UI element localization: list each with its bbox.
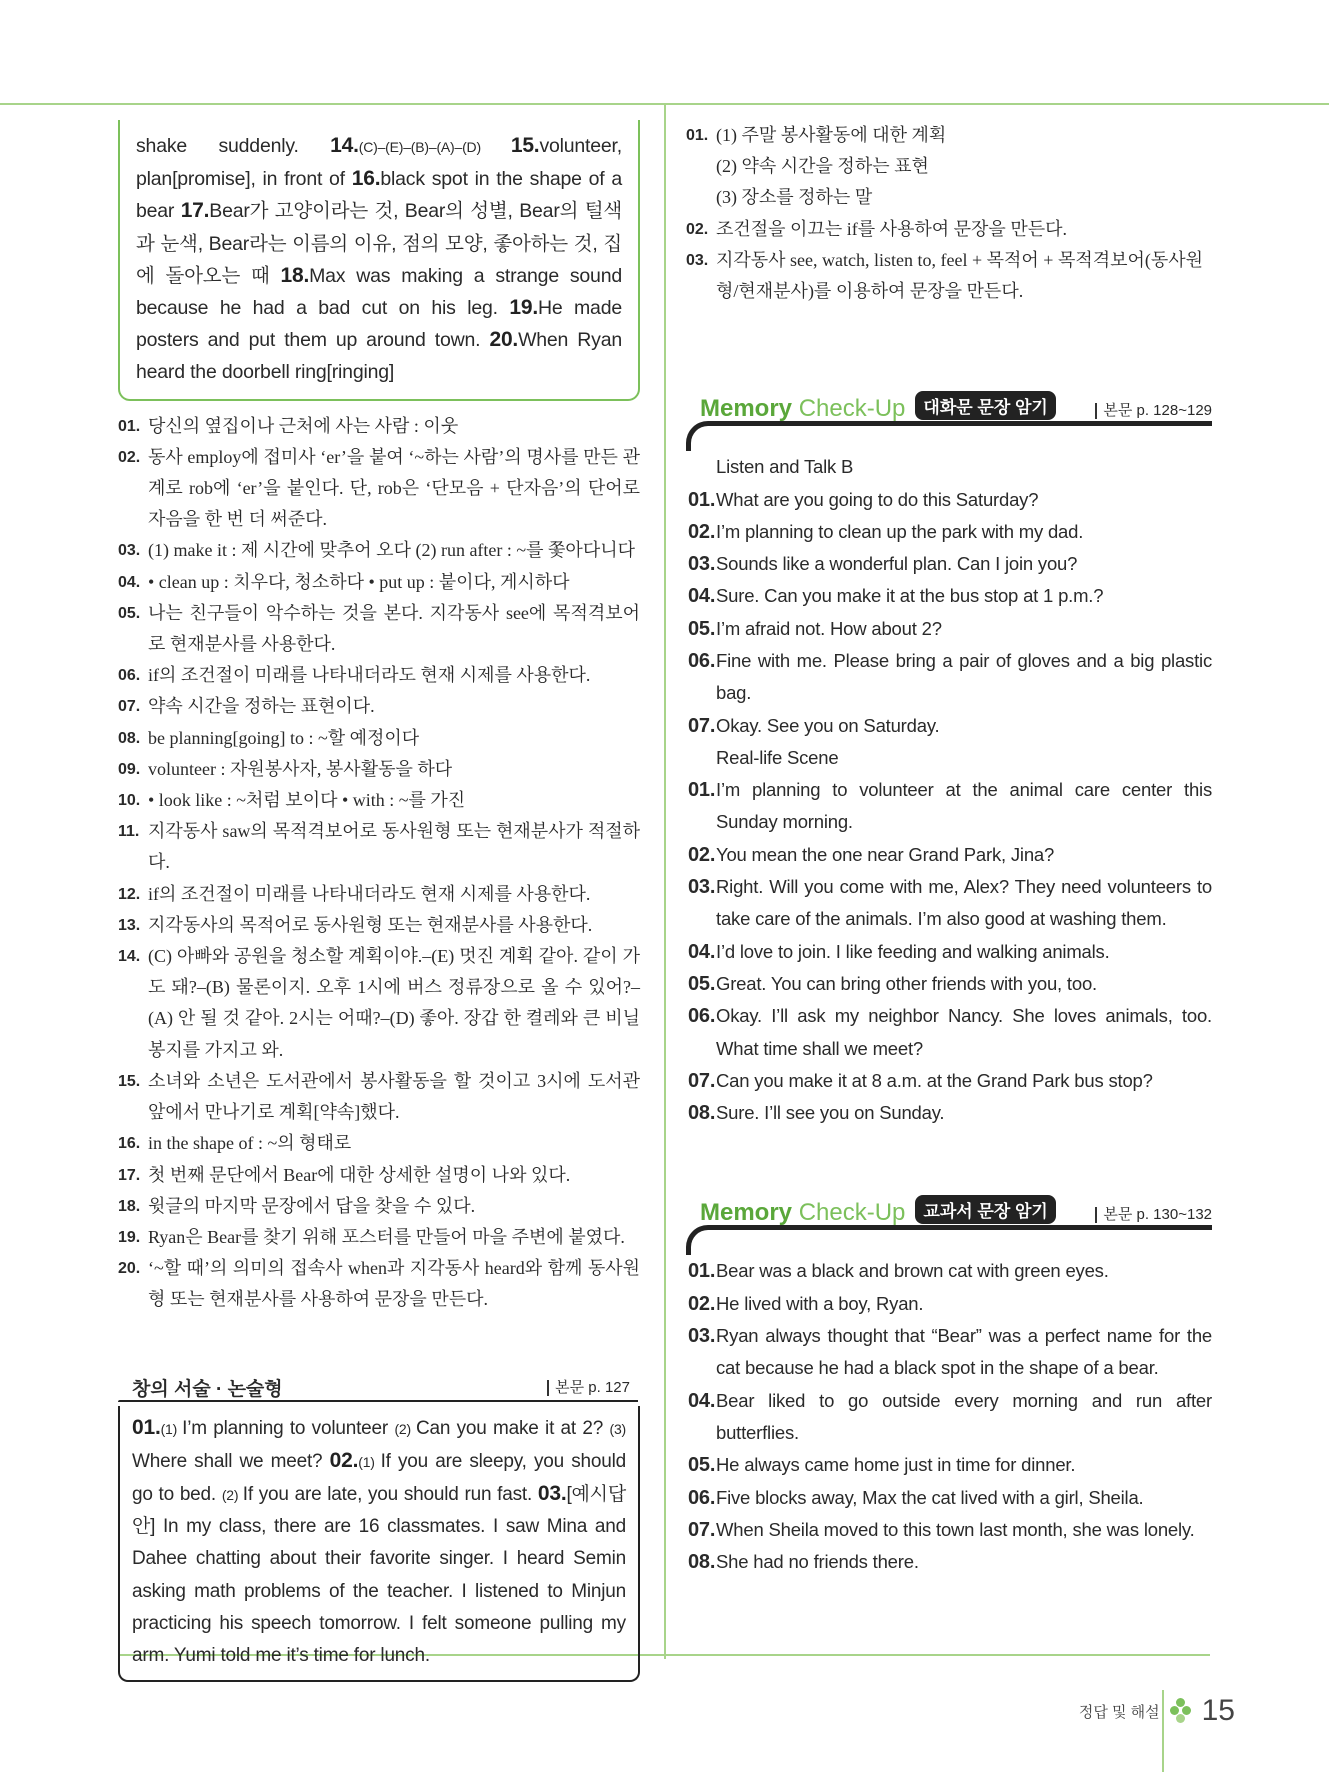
answer-box	[118, 120, 640, 401]
textbook-line-number: 03.	[688, 1325, 716, 1348]
textbook-line-number: 06.	[688, 1486, 716, 1509]
explanation-item-number: 04.	[118, 573, 141, 591]
right-explanation-item	[686, 245, 1212, 307]
explanation-item-number: 17.	[118, 1166, 141, 1184]
explanation-item-text: 당신의 옆집이나 근처에 사는 사람 : 이웃	[148, 415, 459, 436]
explanation-item-text: 소녀와 소년은 도서관에서 봉사활동을 할 것이고 3시에 도서관 앞에서 만나기로 계획[약속]했다.	[148, 1070, 640, 1123]
textbook-line-text: Five blocks away, Max the cat lived with a girl, Sheila.	[716, 1486, 1144, 1508]
dialogue-line	[686, 936, 1212, 968]
explanation-item	[118, 691, 640, 722]
explanation-item	[118, 567, 640, 598]
memory-check-header-2	[686, 1195, 1212, 1255]
textbook-line	[686, 1255, 1212, 1287]
explanation-item	[118, 1128, 640, 1159]
dialogue-line	[686, 774, 1212, 839]
memory-badge-2: 교과서 문장 암기	[915, 1195, 1055, 1224]
explanation-item-number: 09.	[118, 760, 141, 778]
footer-label: 정답 및 해설	[1078, 1703, 1160, 1721]
explanation-item-text: in the shape of : ~의 형태로	[148, 1133, 352, 1154]
dialogue-line-text: Can you make it at 8 a.m. at the Grand Park bus stop?	[716, 1069, 1153, 1091]
textbook-line-number: 01.	[688, 1260, 716, 1283]
explanation-item-text: 약속 시간을 정하는 표현이다.	[148, 696, 375, 717]
textbook-line-text: Ryan always thought that “Bear” was a perfect name for the cat because he had a black spot in the shape of a bear.	[716, 1325, 1212, 1379]
dialogue-line-text: Fine with me. Please bring a pair of gloves and a big plastic bag.	[716, 650, 1212, 704]
right-explanation-subitem: (2) 약속 시간을 정하는 표현	[716, 156, 929, 177]
explanation-item-number: 13.	[118, 916, 141, 934]
memory-ref-2: 본문 p. 130~132	[1095, 1207, 1212, 1223]
column-divider	[664, 103, 666, 1659]
dialogue-line-text: What are you going to do this Saturday?	[716, 488, 1039, 510]
dialogue-line-text: I’d love to join. I like feeding and walking animals.	[716, 940, 1110, 962]
right-explanation-item-text: (1) 주말 봉사활동에 대한 계획	[716, 125, 947, 145]
dialogue-line-number: 05.	[688, 617, 716, 640]
explanation-item-number: 07.	[118, 698, 141, 716]
dialogue-line-number: 08.	[688, 1102, 716, 1125]
explanation-item	[118, 1222, 640, 1253]
explanation-item-text: (1) make it : 제 시간에 맞추어 오다 (2) run after : ~를 쫓아다니다	[148, 540, 635, 561]
textbook-line-number: 08.	[688, 1551, 716, 1574]
explanation-item	[118, 660, 640, 691]
textbook-line	[686, 1385, 1212, 1450]
creative-answer-box: 01.(1) I’m planning to volunteer (2) Can you make it at 2? (3) Where shall we meet? 02.(1) If you are sleepy, you should go to bed. (2) If you are late, you should run fast. 03.[예시답안] In my class, there are 16 classmates. I saw Mina and Dahee chatting about their favorite singer. I heard Semin asking math problems of the teacher. I listened to Minjun practicing his speech tomorrow. I felt someone pulling my arm. Yumi told me it’s time for lunch.	[118, 1406, 640, 1683]
explanation-item-text: (C) 아빠와 공원을 청소할 계획이야.–(E) 멋진 계획 같아. 같이 가도 돼?–(B) 물론이지. 오후 1시에 버스 정류장으로 올 수 있어?–(A) 안 될 것 같아. 2시는 어때?–(D) 좋아. 장갑 한 켤레와 큰 비닐봉지를 가지고 와.	[148, 946, 640, 1060]
textbook-line	[686, 1320, 1212, 1385]
explanation-item-number: 15.	[118, 1072, 141, 1090]
clover-icon	[1170, 1698, 1192, 1724]
explanation-item-text: Ryan은 Bear를 찾기 위해 포스터를 만들어 마을 주변에 붙였다.	[148, 1226, 625, 1247]
dialogue-line	[686, 1065, 1212, 1097]
dialogue-line-number: 02.	[688, 520, 716, 543]
dialogue-line-text: Sure. I’ll see you on Sunday.	[716, 1102, 945, 1124]
memory-check-title-1: Memory Check-Up 대화문 문장 암기	[700, 391, 1056, 423]
right-explanation-item-number: 03.	[686, 251, 709, 269]
explanation-item-number: 05.	[118, 604, 141, 622]
textbook-line-text: When Sheila moved to this town last month, she was lonely.	[716, 1518, 1195, 1540]
explanation-item	[118, 723, 640, 754]
dialogue-line-number: 02.	[688, 843, 716, 866]
textbook-line-number: 02.	[688, 1292, 716, 1315]
explanation-item-text: ‘~할 때’의 의미의 접속사 when과 지각동사 heard와 함께 동사원형 또는 현재분사를 사용하여 문장을 만든다.	[148, 1258, 640, 1310]
memory-badge-1: 대화문 문장 암기	[915, 391, 1055, 420]
explanation-item	[118, 535, 640, 566]
explanation-item-text: 동사 employ에 접미사 ‘er’을 붙여 ‘~하는 사람’의 명사를 만든 관계로 rob에 ‘er’을 붙인다. 단, rob은 ‘단모음 + 단자음’의 단어로 자음을 한 번 더 써준다.	[148, 446, 640, 530]
dialogue-line-text: Sure. Can you make it at the bus stop at 1 p.m.?	[716, 585, 1104, 607]
explanation-item-text: if의 조건절이 미래를 나타내더라도 현재 시제를 사용한다.	[148, 883, 591, 904]
dialogue-line	[686, 580, 1212, 612]
page-footer	[1079, 1694, 1235, 1728]
dialogue-line	[686, 645, 1212, 710]
explanation-item-number: 08.	[118, 729, 141, 747]
right-explanation-item-number: 01.	[686, 127, 709, 144]
dialogue-line	[686, 484, 1212, 516]
dialogue-line-text: Sounds like a wonderful plan. Can I join you?	[716, 553, 1078, 575]
right-explanation-item-number: 02.	[686, 220, 709, 238]
dialogue-line	[686, 1097, 1212, 1129]
dialogue-line-number: 04.	[688, 585, 716, 608]
explanation-item	[118, 1066, 640, 1128]
textbook-line-text: Bear liked to go outside every morning and run after butterflies.	[716, 1389, 1212, 1443]
explanation-item	[118, 879, 640, 910]
explanation-item	[118, 910, 640, 941]
creative-section-ref: 본문 p. 127	[547, 1380, 630, 1396]
explanation-item-number: 02.	[118, 448, 141, 466]
textbook-line-text: Bear was a black and brown cat with green eyes.	[716, 1260, 1109, 1282]
dialogue-line-text: You mean the one near Grand Park, Jina?	[716, 843, 1055, 865]
memory-ref-1: 본문 p. 128~129	[1095, 403, 1212, 419]
right-explanation-item	[686, 214, 1212, 245]
right-explanation-item-text: 조건절을 이끄는 if를 사용하여 문장을 만든다.	[716, 218, 1067, 239]
dialogue-line	[686, 871, 1212, 936]
dialogue-line	[686, 710, 1212, 742]
dialogue-line	[686, 613, 1212, 645]
textbook-line-text: He lived with a boy, Ryan.	[716, 1292, 924, 1314]
right-explanation-list	[686, 120, 1212, 307]
explanation-item-number: 20.	[118, 1260, 141, 1278]
explanation-item	[118, 941, 640, 1066]
real-life-heading-list	[686, 742, 1212, 774]
listen-talk-items	[686, 484, 1212, 742]
explanation-item	[118, 442, 640, 536]
explanation-item-text: 지각동사의 목적어로 동사원형 또는 현재분사를 사용한다.	[148, 914, 593, 935]
textbook-line-text: She had no friends there.	[716, 1551, 919, 1573]
explanation-item	[118, 816, 640, 878]
right-column	[686, 120, 1212, 1578]
dialogue-line	[686, 516, 1212, 548]
explanation-item-text: • look like : ~처럼 보이다 • with : ~를 가진	[148, 790, 466, 811]
answer-box-text: shake suddenly. 14.(C)–(E)–(B)–(A)–(D) 15.volunteer, plan[promise], in front of 16.black spot in the shape of a bear 17.Bear가 고양이라는 것, Bear의 성별, Bear의 털색과 눈색, Bear라는 이름의 이유, 점의 모양, 좋아하는 것, 집에 돌아오는 때 18.Max was making a strange sound because he had a bad cut on his leg. 19.He made posters and put them up around town. 20.When Ryan heard the doorbell ring[ringing]	[136, 134, 622, 384]
explanation-item-number: 18.	[118, 1197, 141, 1215]
dialogue-line-text: I’m planning to volunteer at the animal care center this Sunday morning.	[716, 779, 1212, 833]
memory-curve-1	[686, 421, 1212, 451]
dialogue-line-text: Okay. See you on Saturday.	[716, 714, 940, 736]
right-explanation-item	[686, 120, 1212, 214]
dialogue-line-number: 07.	[688, 714, 716, 737]
textbook-sentence-items	[686, 1255, 1212, 1578]
explanation-item-number: 10.	[118, 792, 141, 810]
explanation-item-text: volunteer : 자원봉사자, 봉사활동을 하다	[148, 758, 453, 779]
creative-section-title: 창의 서술 · 논술형	[132, 1378, 283, 1400]
dialogue-line-text: Okay. I’ll ask my neighbor Nancy. She loves animals, too. What time shall we meet?	[716, 1005, 1212, 1059]
textbook-line	[686, 1449, 1212, 1481]
explanation-item-text: 나는 친구들이 악수하는 것을 본다. 지각동사 see에 목적격보어로 현재분사를 사용한다.	[148, 602, 640, 655]
explanation-item	[118, 1160, 640, 1191]
explanation-item-number: 19.	[118, 1228, 141, 1246]
explanation-item-text: 윗글의 마지막 문장에서 답을 찾을 수 있다.	[148, 1195, 476, 1216]
memory-check-title-2: Memory Check-Up 교과서 문장 암기	[700, 1195, 1056, 1227]
dialogue-line-text: I’m afraid not. How about 2?	[716, 617, 942, 639]
dialogue-line	[686, 1000, 1212, 1065]
explanation-item	[118, 785, 640, 816]
page-number: 15	[1201, 1694, 1235, 1727]
explanation-item	[118, 598, 640, 660]
dialogue-line-number: 01.	[688, 488, 716, 511]
explanation-item-number: 06.	[118, 667, 141, 685]
listen-talk-list	[686, 451, 1212, 483]
right-explanation-item-text: 지각동사 see, watch, listen to, feel + 목적어 + 목적격보어(동사원형/현재분사)를 이용하여 문장을 만든다.	[716, 249, 1204, 302]
creative-section-header	[118, 1372, 640, 1406]
right-explanation-subitem: (3) 장소를 정하는 말	[716, 187, 873, 208]
explanation-item-number: 11.	[118, 823, 140, 841]
dialogue-line-number: 01.	[688, 779, 716, 802]
explanation-list	[118, 411, 640, 1316]
dialogue-line	[686, 968, 1212, 1000]
dialogue-line-number: 06.	[688, 1005, 716, 1028]
dialogue-line-number: 03.	[688, 876, 716, 899]
dialogue-line-text: I’m planning to clean up the park with my dad.	[716, 520, 1084, 542]
real-life-heading: Real-life Scene	[716, 746, 839, 768]
memory-curve-2	[686, 1225, 1212, 1255]
explanation-item-number: 01.	[118, 417, 141, 435]
dialogue-line-number: 05.	[688, 972, 716, 995]
explanation-item	[118, 1191, 640, 1222]
textbook-line	[686, 1482, 1212, 1514]
dialogue-line-number: 07.	[688, 1069, 716, 1092]
explanation-item-number: 16.	[118, 1135, 141, 1153]
explanation-item	[118, 411, 640, 442]
textbook-line-number: 07.	[688, 1518, 716, 1541]
dialogue-line-number: 03.	[688, 553, 716, 576]
listen-talk-heading: Listen and Talk B	[716, 456, 854, 478]
dialogue-line-text: Great. You can bring other friends with you, too.	[716, 972, 1097, 994]
real-life-items	[686, 774, 1212, 1129]
textbook-line-number: 04.	[688, 1389, 716, 1412]
explanation-item-text: 지각동사 saw의 목적격보어로 동사원형 또는 현재분사가 적절하다.	[148, 821, 640, 873]
dialogue-line-number: 06.	[688, 650, 716, 672]
textbook-line	[686, 1546, 1212, 1578]
dialogue-line	[686, 839, 1212, 871]
explanation-item-text: if의 조건절이 미래를 나타내더라도 현재 시제를 사용한다.	[148, 665, 591, 686]
explanation-item	[118, 754, 640, 785]
textbook-line-text: He always came home just in time for dinner.	[716, 1454, 1076, 1476]
explanation-item	[118, 1253, 640, 1315]
dialogue-line-number: 04.	[688, 940, 716, 963]
memory-check-header-1	[686, 391, 1212, 451]
textbook-line	[686, 1288, 1212, 1320]
dialogue-line	[686, 548, 1212, 580]
explanation-item-text: 첫 번째 문단에서 Bear에 대한 상세한 설명이 나와 있다.	[148, 1164, 571, 1185]
dialogue-line-text: Right. Will you come with me, Alex? They need volunteers to take care of the animals. I’m also good at washing them.	[716, 876, 1212, 930]
explanation-item-number: 03.	[118, 542, 141, 560]
explanation-item-text: • clean up : 치우다, 청소하다 • put up : 붙이다, 게시하다	[148, 571, 570, 592]
explanation-item-text: be planning[going] to : ~할 예정이다	[148, 727, 420, 748]
explanation-item-number: 14.	[118, 948, 141, 966]
textbook-line	[686, 1514, 1212, 1546]
left-column	[118, 120, 640, 1682]
textbook-line-number: 05.	[688, 1454, 716, 1477]
explanation-item-number: 12.	[118, 885, 141, 903]
